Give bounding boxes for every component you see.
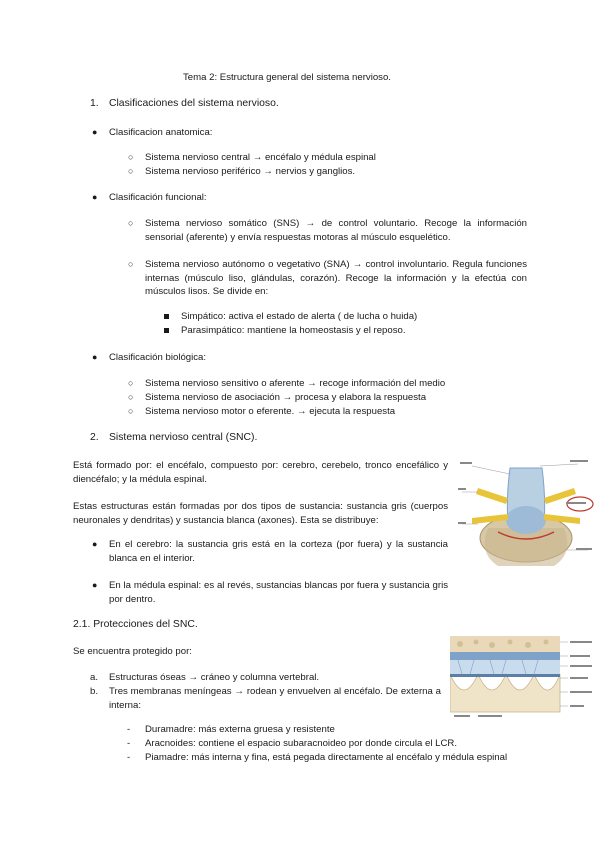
- biologica-label: Clasificación biológica:: [109, 352, 207, 363]
- section-2-heading: Sistema nervioso central (SNC).: [109, 432, 258, 443]
- ring-bullet-icon: ○: [128, 406, 134, 416]
- sna-paragraph: Sistema nervioso autónomo o vegetativo (SNA) → control involuntario. Regula funciones internas (músculo liso, glándulas, corazón). Recoge la información y la efectúa con músculos lisos. Se divide en:: [145, 259, 527, 297]
- snc-paragraph-1: Está formado por: el encéfalo, compuesto por: cerebro, cerebelo, tronco encefálico y diencéfalo; y la médula espinal.: [73, 460, 448, 485]
- bullet-icon: ●: [92, 127, 98, 137]
- meninges-illustration: [450, 636, 595, 722]
- bullet-icon: ●: [92, 352, 98, 362]
- anatomica-label: Clasificacion anatomica:: [109, 127, 213, 138]
- dash-bullet-icon: -: [127, 752, 131, 763]
- list-item: En la médula espinal: es al revés, sustancias blancas por fuera y sustancia gris por dentro.: [109, 580, 448, 605]
- spinal-cord-illustration: [458, 458, 594, 576]
- square-bullet-icon: [164, 328, 169, 333]
- ring-bullet-icon: ○: [128, 259, 134, 269]
- list-item: Sistema nervioso central → encéfalo y médula espinal: [145, 152, 376, 163]
- spinal-cord-svg: [458, 458, 594, 576]
- list-item: Sistema nervioso periférico → nervios y ganglios.: [145, 166, 356, 177]
- ring-bullet-icon: ○: [128, 166, 134, 176]
- section-2-number: 2.: [90, 432, 99, 443]
- funcional-label: Clasificación funcional:: [109, 192, 207, 203]
- list-item: En el cerebro: la sustancia gris está en la corteza (por fuera) y la sustancia blanca en el interior.: [109, 539, 448, 564]
- meninges-svg: [450, 636, 595, 722]
- bullet-icon: ●: [92, 539, 98, 549]
- ring-bullet-icon: ○: [128, 152, 134, 162]
- ring-bullet-icon: ○: [128, 378, 134, 388]
- bullet-icon: ●: [92, 192, 98, 202]
- list-marker: a.: [90, 672, 99, 683]
- list-item: Parasimpático: mantiene la homeostasis y el reposo.: [181, 325, 406, 336]
- list-item: Sistema nervioso sensitivo o aferente → recoge información del medio: [145, 378, 446, 389]
- list-item: Simpático: activa el estado de alerta ( de lucha o huida): [181, 311, 418, 322]
- protection-intro: Se encuentra protegido por:: [73, 646, 192, 657]
- list-item: Tres membranas meníngeas → rodean y envuelven al encéfalo. De externa a interna:: [109, 686, 441, 711]
- snc-paragraph-2: Estas estructuras están formadas por dos tipos de sustancia: sustancia gris (cuerpos neuronales y dendritas) y sustancia blanca (axones). Esta se distribuye:: [73, 501, 448, 526]
- section-2-1-heading: 2.1. Protecciones del SNC.: [73, 619, 198, 630]
- sns-paragraph: Sistema nervioso somático (SNS) → de control voluntario. Recoge la información sensorial (aferente) y envía respuestas motoras al músculo esquelético.: [145, 218, 527, 243]
- list-marker: b.: [90, 686, 99, 697]
- ring-bullet-icon: ○: [128, 392, 134, 402]
- ring-bullet-icon: ○: [128, 218, 134, 228]
- list-item: Aracnoides: contiene el espacio subaracnoideo por donde circula el LCR.: [145, 738, 457, 749]
- list-item: Estructuras óseas → cráneo y columna vertebral.: [109, 672, 320, 683]
- dash-bullet-icon: -: [127, 738, 131, 749]
- list-item: Sistema nervioso motor o eferente. → ejecuta la respuesta: [145, 406, 396, 417]
- square-bullet-icon: [164, 314, 169, 319]
- page-title: Tema 2: Estructura general del sistema nervioso.: [183, 72, 391, 83]
- list-item: Piamadre: más interna y fina, está pegada directamente al encéfalo y médula espinal: [145, 752, 508, 763]
- dash-bullet-icon: -: [127, 724, 131, 735]
- list-item: Sistema nervioso de asociación → procesa y elabora la respuesta: [145, 392, 427, 403]
- bullet-icon: ●: [92, 580, 98, 590]
- section-1-heading: Clasificaciones del sistema nervioso.: [109, 98, 279, 109]
- list-item: Duramadre: más externa gruesa y resistente: [145, 724, 335, 735]
- section-1-number: 1.: [90, 98, 99, 109]
